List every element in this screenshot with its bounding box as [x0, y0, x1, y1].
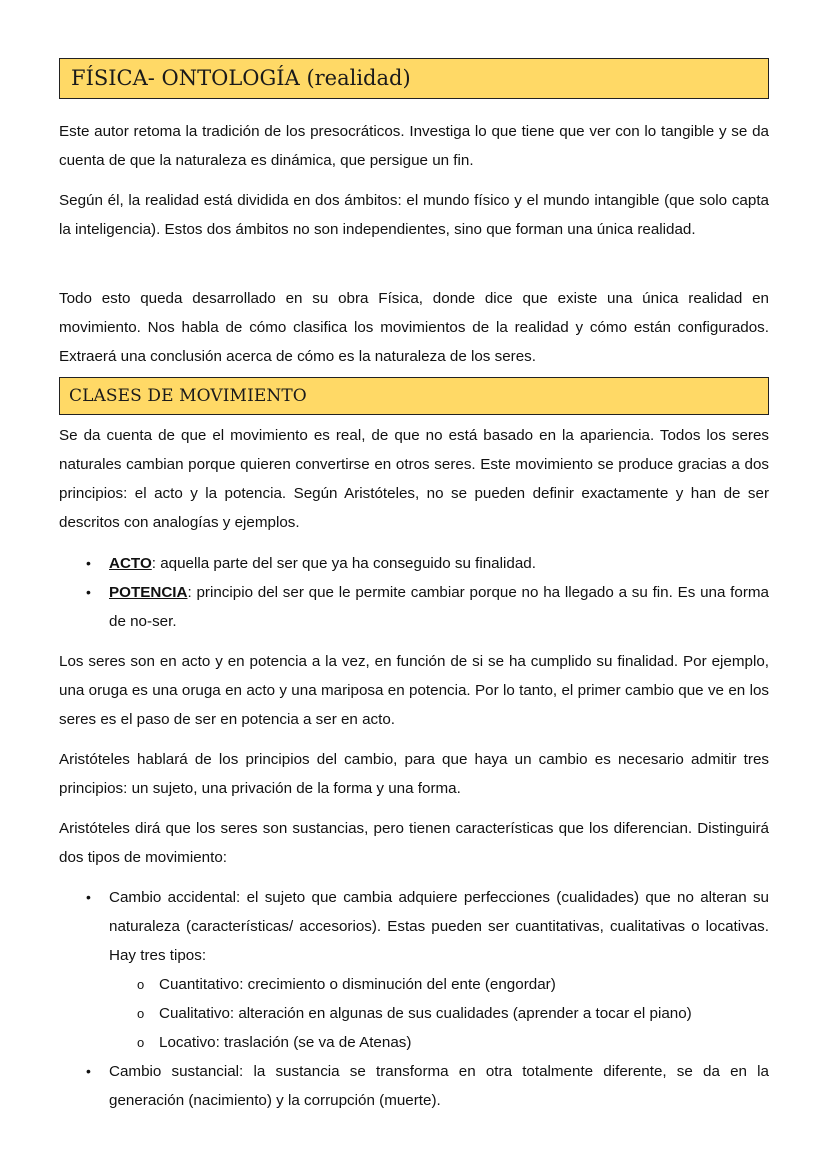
clases-paragraph-1: [59, 421, 769, 537]
paragraph-text: Según él, la realidad está dividida en dos ámbitos: el mundo físico y el mundo intangible (que solo capta la inteligencia). Estos dos ámbitos no son independientes, sino que forman una única realidad.: [59, 192, 769, 238]
sub-item-locativo: [59, 1028, 769, 1057]
intro-paragraph-3: [59, 284, 769, 371]
intro-paragraph-1: [59, 117, 769, 175]
paragraph-text: Aristóteles dirá que los seres son sustancias, pero tienen características que los diferencian. Distinguirá dos tipos de movimiento:: [59, 820, 769, 866]
paragraph-text: Todo esto queda desarrollado en su obra Física, donde dice que existe una única realidad en movimiento. Nos habla de cómo clasifica los movimientos de la realidad y cómo están configurados. Extraerá una conclusión acerca de cómo es la naturaleza de los seres.: [59, 290, 769, 365]
list-item-sustancial: [59, 1057, 769, 1115]
paragraph-text: Aristóteles hablará de los principios del cambio, para que haya un cambio es necesario admitir tres principios: un sujeto, una privación de la forma y una forma.: [59, 751, 769, 797]
definition-acto: : aquella parte del ser que ya ha conseguido su finalidad.: [151, 555, 536, 572]
circle-bullet-icon: o: [137, 1035, 145, 1050]
list-item-acto: [59, 549, 769, 578]
term-acto: ACTO: [109, 555, 152, 572]
sub-item-text: Cuantitativo: crecimiento o disminución del ente (engordar): [159, 976, 556, 993]
intro-paragraph-2: [59, 186, 769, 244]
circle-bullet-icon: o: [137, 1006, 145, 1021]
sub-item-cuantitativo: [59, 970, 769, 999]
section-heading-clases: CLASES DE MOVIMIENTO: [59, 377, 769, 415]
section-heading-fisica: FÍSICA- ONTOLOGÍA (realidad): [59, 58, 769, 99]
term-potencia: POTENCIA: [109, 584, 188, 601]
acto-potencia-list: [59, 549, 769, 636]
accidental-text: Cambio accidental: el sujeto que cambia adquiere perfecciones (cualidades) que no alteran su naturaleza (características/ accesorios). Estas pueden ser cuantitativas, cualitativas o locativas. Hay tres tipos:: [109, 889, 769, 964]
movement-types-list: [59, 883, 769, 1115]
sub-item-text: Cualitativo: alteración en algunas de sus cualidades (aprender a tocar el piano): [159, 1005, 692, 1022]
paragraph-text: Los seres son en acto y en potencia a la vez, en función de si se ha cumplido su finalidad. Por ejemplo, una oruga es una oruga en acto y una mariposa en potencia. Por lo tanto, el primer cambio que ve en los seres es el paso de ser en potencia a ser en acto.: [59, 653, 769, 728]
bullet-icon: •: [86, 555, 91, 571]
bullet-icon: •: [86, 584, 91, 600]
paragraph-text: Este autor retoma la tradición de los presocráticos. Investiga lo que tiene que ver con lo tangible y se da cuenta de que la naturaleza es dinámica, que persigue un fin.: [59, 123, 769, 169]
sub-item-text: Locativo: traslación (se va de Atenas): [159, 1034, 412, 1051]
paragraph-text: Se da cuenta de que el movimiento es real, de que no está basado en la apariencia. Todos los seres naturales cambian porque quieren convertirse en otros seres. Este movimiento se produce gracias a dos principios: el acto y la potencia. Según Aristóteles, no se pueden definir exactamente y han de ser descritos con analogías y ejemplos.: [59, 427, 769, 531]
bullet-icon: •: [86, 1063, 91, 1079]
sub-item-cualitativo: [59, 999, 769, 1028]
circle-bullet-icon: o: [137, 977, 145, 992]
sustancial-text: Cambio sustancial: la sustancia se transforma en otra totalmente diferente, se da en la generación (nacimiento) y la corrupción (muerte).: [109, 1063, 769, 1109]
list-item-accidental: [59, 883, 769, 970]
clases-paragraph-2: [59, 647, 769, 734]
list-item-potencia: [59, 578, 769, 636]
bullet-icon: •: [86, 889, 91, 905]
clases-paragraph-4: [59, 814, 769, 872]
clases-paragraph-3: [59, 745, 769, 803]
definition-potencia: : principio del ser que le permite cambiar porque no ha llegado a su fin. Es una forma de no-ser.: [109, 584, 769, 630]
